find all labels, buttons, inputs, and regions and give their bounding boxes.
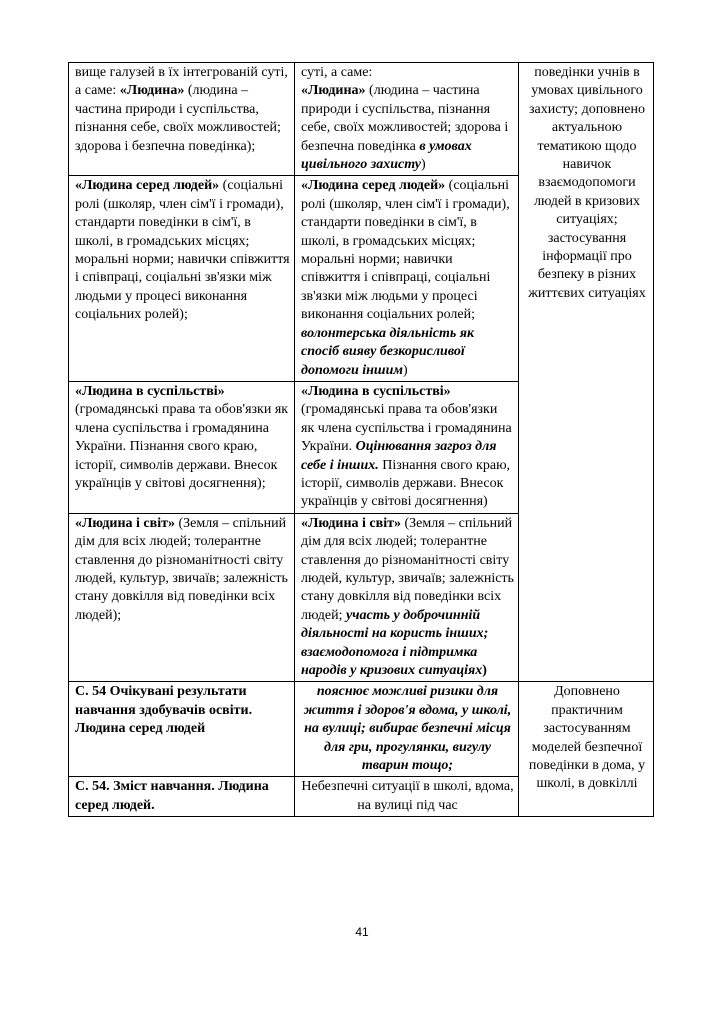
cell-bold-italic-text: Оцінювання загроз для себе і інших. (301, 439, 497, 473)
comparison-table (68, 62, 654, 817)
cell-text: (Земля – спільний дім для всіх людей; толерантне ставлення до різноманітності світу людей, культур, звичаїв; залежність стану довкілля від поведінки всіх людей; (301, 515, 514, 623)
table-cell (69, 513, 295, 682)
cell-text: Пізнання свого краю, історії, символів держави. Внесок українців у світові досягнення) (301, 457, 511, 510)
cell-bold-text: «Людина» (119, 83, 185, 99)
cell-text: (громадянські права та обов'язки як члена суспільства і громадянина України. (301, 402, 512, 455)
table-cell (69, 682, 295, 777)
table-cell (295, 381, 519, 513)
cell-bold-italic-text: участь у доброчинній діяльності на користь інших; взаємодопомога і підтримка народів у кризових ситуаціях (301, 607, 489, 678)
cell-text: ) (402, 362, 408, 378)
table-cell (69, 777, 295, 817)
cell-text: (Земля – спільний дім для всіх людей; толерантне ставлення до різноманітності світу людей, культур, звичаїв; залежність стану довкілля від поведінки всіх людей); (75, 515, 288, 623)
cell-text: (людина – частина природи і суспільства, пізнання себе, своїх можливостей; здорова і безпечна поведінка (301, 83, 509, 154)
cell-text: (громадянські права та обов'язки як члена суспільства і громадянина України. Пізнання свого краю, історії, символів держави. Внесок українців у світові досягнення); (75, 402, 289, 491)
cell-bold-text: С. 54. Зміст навчання. Людина серед людей. (75, 779, 269, 813)
cell-bold-text: ) (482, 663, 487, 678)
table-cell (295, 63, 519, 176)
table-cell (69, 63, 295, 176)
cell-bold-text: «Людина серед людей» (75, 178, 220, 194)
cell-text: (людина – частина природи і суспільства, пізнання себе, своїх можливостей; здорова і безпечна поведінка); (75, 83, 281, 154)
cell-bold-italic-text: волонтерська діяльність як спосіб вияву безкорисливої допомоги іншим (301, 325, 475, 378)
cell-bold-italic-text: пояснює можливі ризики для життя і здоров'я вдома, у школі, на вулиці; вибирає безпечні місця для гри, прогулянки, вигулу тварин тощо; (303, 684, 512, 774)
table-cell-comment (519, 682, 654, 817)
table-row (69, 63, 654, 176)
table-cell (295, 176, 519, 381)
cell-text: (соціальні ролі (школяр, член сім'ї і громади), стандарти поведінки в сім'ї, в школі, в громадських місцях; моральні норми; навички співжиття і співпраці, соціальні зв'язки між людьми у процесі виконання соціальних ролей; (301, 178, 510, 323)
cell-bold-text: «Людина і світ» (301, 515, 401, 531)
table-row (69, 682, 654, 777)
cell-text: Доповнено практичним застосуванням моделей безпечної поведінки в дома, у школі, в довкіллі (528, 684, 646, 792)
cell-bold-text: «Людина і світ» (75, 515, 175, 531)
cell-bold-text: «Людина в суспільстві» (301, 383, 451, 399)
cell-text: поведінки учнів в умовах цивільного захисту; доповнено актуальною тематикою щодо навичок взаємодопомоги людей в кризових ситуаціях; застосування інформації про безпеку в різних життєвих ситуаціях (528, 65, 646, 301)
cell-text: вище галузей в їх інтегрованій суті, а саме: (75, 65, 288, 99)
cell-bold-text: «Людина» (301, 83, 366, 99)
cell-text: (соціальні ролі (школяр, член сім'ї і громади), стандарти поведінки в сім'ї, в школі, в громадських місцях; моральні норми; навички співжиття і співпраці, соціальні зв'язки між людьми у процесі виконання соціальних ролей); (75, 178, 290, 323)
cell-text: Небезпечні ситуації в школі, вдома, на вулиці під час (301, 779, 514, 813)
cell-bold-text: «Людина серед людей» (301, 178, 446, 194)
table-cell (69, 176, 295, 381)
table-cell (295, 513, 519, 682)
cell-text: суті, а саме: (301, 65, 373, 80)
cell-bold-text: С. 54 Очікувані результати навчання здобувачів освіти. Людина серед людей (75, 684, 253, 737)
cell-bold-italic-text: в умовах цивільного захисту (301, 138, 472, 173)
cell-text: ) (420, 157, 426, 173)
cell-bold-text: «Людина в суспільстві» (75, 383, 225, 399)
table-cell (295, 777, 519, 817)
table-cell (69, 381, 295, 513)
table-cell-comment (519, 63, 654, 682)
table-cell (295, 682, 519, 777)
page-number: 41 (355, 925, 369, 939)
